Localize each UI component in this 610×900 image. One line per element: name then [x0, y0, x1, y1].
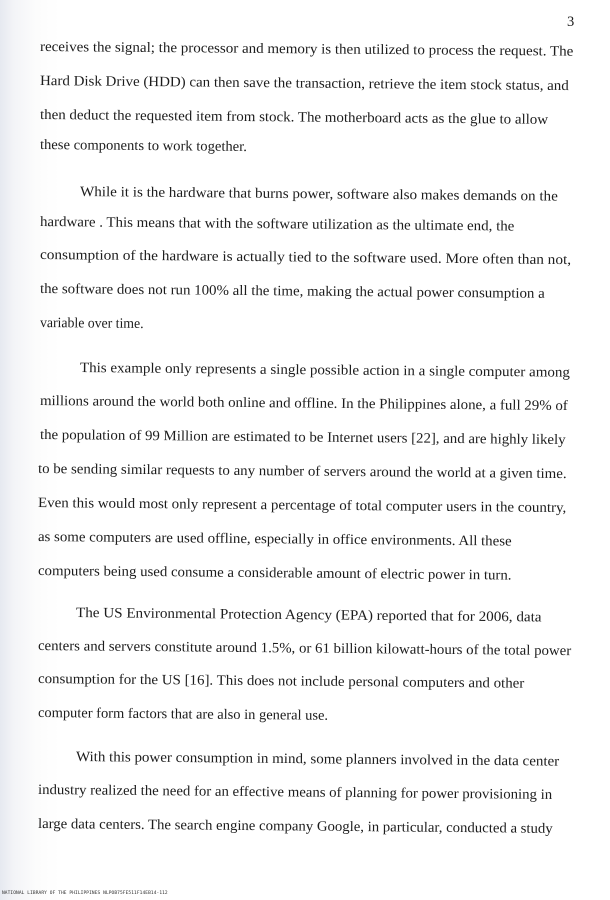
text-line: centers and servers constitute around 1.5%, or 61 billion kilowatt-hours of the total power	[37, 638, 572, 660]
text-line: large data centers. The search engine company Google, in particular, conducted a study	[37, 816, 553, 837]
text-line: The US Environmental Protection Agency (EPA) reported that for 2006, data	[75, 605, 542, 626]
text-line: While it is the hardware that burns power, software also makes demands on the	[79, 184, 558, 205]
text-line: variable over time.	[39, 315, 144, 332]
text-line: to be sending similar requests to any number of servers around the world at a given time.	[37, 461, 567, 483]
text-line: computers being used consume a considerable amount of electric power in turn.	[37, 563, 512, 584]
text-line: receives the signal; the processor and memory is then utilized to process the request. The	[39, 39, 574, 60]
text-line: With this power consumption in mind, some planners involved in the data center	[75, 749, 560, 770]
text-line: the population of 99 Million are estimated to be Internet users [22], and are highly likely	[39, 427, 566, 449]
text-line: consumption for the US [16]. This does not include personal computers and other	[37, 671, 525, 692]
text-line: these components to work together.	[39, 137, 247, 155]
page-number: 3	[567, 14, 575, 30]
text-line: consumption of the hardware is actually tied to the software used. More often than not,	[39, 247, 572, 269]
text-line: Even this would most only represent a percentage of total computer users in the country,	[37, 495, 567, 517]
text-line: This example only represents a single possible action in a single computer among	[79, 360, 571, 381]
text-line: hardware . This means that with the software utilization as the ultimate end, the	[39, 214, 515, 235]
text-line: computer form factors that are also in general use.	[37, 705, 329, 724]
library-scan-stamp: NATIONAL LIBRARY OF THE PHILIPPINES NLPOB75FE511F14EB14-112	[2, 891, 168, 896]
text-line: millions around the world both online and offline. In the Philippines alone, a full 29% of	[39, 393, 568, 415]
text-line: then deduct the requested item from stock. The motherboard acts as the glue to allow	[39, 107, 549, 128]
text-line: industry realized the need for an effective means of planning for power provisioning in	[37, 782, 553, 803]
text-line: the software does not run 100% all the time, making the actual power consumption a	[39, 281, 545, 302]
text-line: Hard Disk Drive (HDD) can then save the transaction, retrieve the item stock status, and	[39, 73, 569, 95]
text-line: as some computers are used offline, especially in office environments. All these	[37, 529, 512, 550]
